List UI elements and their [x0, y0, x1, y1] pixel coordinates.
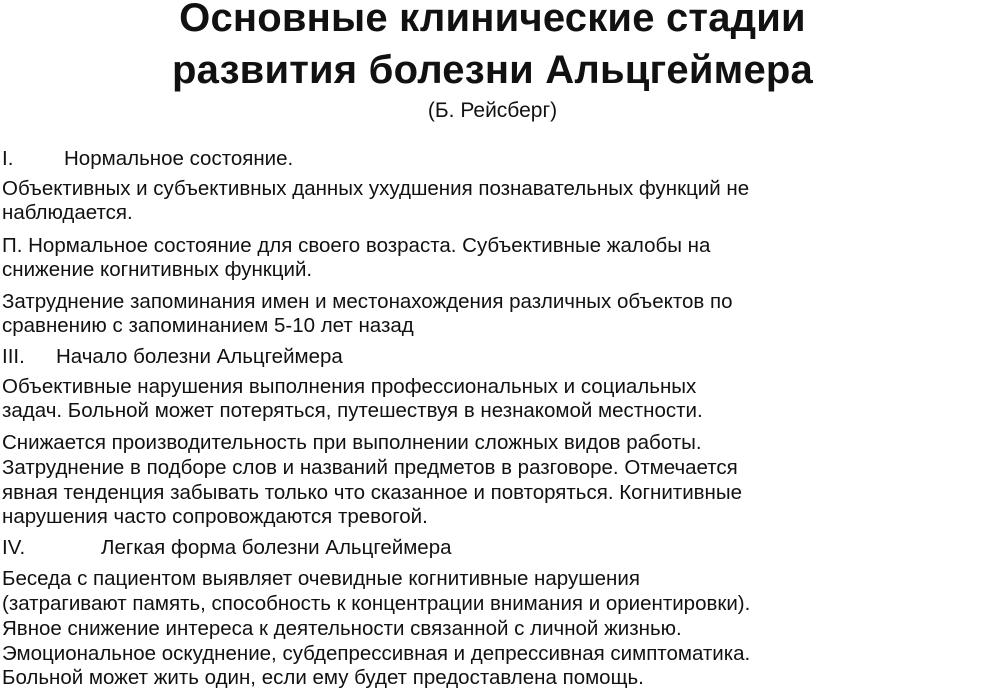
title-line-2: развития болезни Альцгеймера [172, 48, 813, 92]
stage-1-title: Нормальное состояние. [64, 147, 294, 170]
stage-4-title: Легкая форма болезни Альцгеймера [101, 536, 452, 559]
stage-1-text-line-2: наблюдается. [2, 201, 133, 224]
title-line-1: Основные клинические стадии [179, 0, 806, 40]
stage-3-heading [2, 344, 343, 369]
stage-1-heading [2, 146, 293, 171]
stage-2-line-3: Затруднение запоминания имен и местонахождения различных объектов по [2, 290, 733, 313]
stage-4-line-4: Эмоциональное оскуднение, субдепрессивная и депрессивная симптоматика. [2, 642, 751, 665]
stage-4-numeral: IV. [2, 536, 26, 559]
stage-4-line-1: Беседа с пациентом выявляет очевидные когнитивные нарушения [2, 567, 640, 590]
stage-3-line-2: задач. Больной может потеряться, путешествуя в незнакомой местности. [2, 399, 703, 422]
stage-1-text-line-1: Объективных и субъективных данных ухудшения познавательных функций не [2, 177, 750, 200]
stage-2-line-4: сравнению с запоминанием 5-10 лет назад [2, 314, 414, 337]
stage-3-numeral: III. [2, 345, 25, 368]
stage-2-line-1: П. Нормальное состояние для своего возраста. Субъективные жалобы на [2, 234, 711, 257]
stage-4-line-2: (затрагивают память, способность к концентрации внимания и ориентировки). [2, 592, 751, 615]
stage-3-line-3: Снижается производительность при выполнении сложных видов работы. [2, 431, 702, 454]
stage-3-title: Начало болезни Альцгеймера [56, 345, 343, 368]
stage-3-line-6: нарушения часто сопровождаются тревогой. [2, 505, 428, 528]
stage-4-heading [2, 535, 452, 560]
stage-3-line-5: явная тенденция забывать только что сказанное и повторяться. Когнитивные [2, 481, 742, 504]
stage-3-line-4: Затруднение в подборе слов и названий предметов в разговоре. Отмечается [2, 456, 738, 479]
stage-3-line-1: Объективные нарушения выполнения профессиональных и социальных [2, 375, 697, 398]
stage-4-line-5: Больной может жить один, если ему будет предоставлена помощь. [2, 666, 644, 689]
stage-1-numeral: I. [2, 147, 14, 170]
stage-4-line-3: Явное снижение интереса к деятельности связанной с личной жизнью. [2, 617, 682, 640]
stage-2-line-2: снижение когнитивных функций. [2, 258, 313, 281]
author-subtitle: (Б. Рейсберг) [427, 99, 558, 122]
